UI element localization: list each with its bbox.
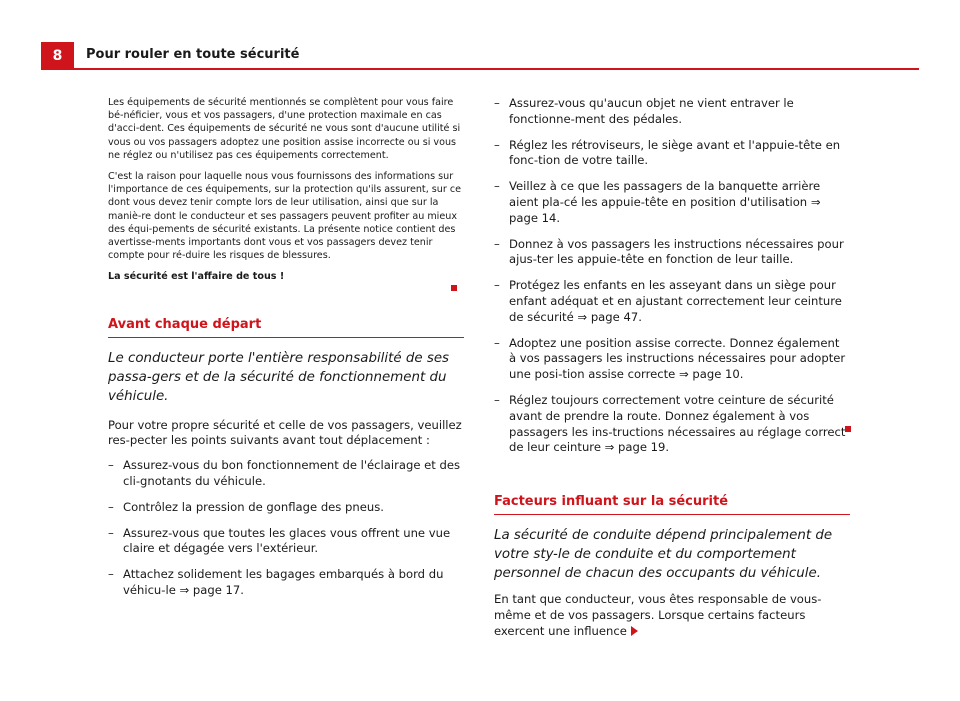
list-item: – Contrôlez la pression de gonflage des pneus. — [108, 500, 464, 516]
continue-arrow-icon — [631, 626, 638, 636]
left-column — [108, 96, 464, 609]
checklist-right — [494, 96, 850, 456]
section-title-avant-chaque-depart: Avant chaque départ — [108, 317, 464, 338]
list-item: – Réglez les rétroviseurs, le siège avant et l'appuie-tête en fonc-tion de votre taille. — [494, 138, 850, 170]
intro-bold-line: La sécurité est l'affaire de tous ! — [108, 271, 285, 283]
list-item: – Assurez-vous qu'aucun objet ne vient entraver le fonctionne-ment des pédales. — [494, 96, 850, 128]
checklist-left — [108, 458, 464, 599]
section-title-facteurs: Facteurs influant sur la sécurité — [494, 494, 850, 515]
section-end-marker — [845, 426, 851, 432]
intro-paragraph-2: C'est la raison pour laquelle nous vous fournissons des informations sur l'importance de ces équipements, sur la protection qu'ils assurent, sur ce dont vous devez tenir compte lors de leur utilisation, ainsi que sur la maniè-re dont le conducteur et ses passagers peuvent profiter au mieux des équi-pements de sécurité existants. La présente notice contient des avertisse-ments importants dont vous et vos passagers devez tenir compte pour ré-duire les risques de blessures. — [108, 171, 462, 262]
section-body: Pour votre propre sécurité et celle de vos passagers, veuillez res-pecter les points suivants avant tout déplacement : — [108, 417, 462, 448]
header-rule — [41, 68, 919, 70]
right-column — [494, 96, 850, 640]
list-item: – Assurez-vous du bon fonctionnement de l'éclairage et des cli-gnotants du véhicule. — [108, 458, 464, 490]
list-item: – Assurez-vous que toutes les glaces vous offrent une vue claire et dégagée vers l'extérieur. — [108, 526, 464, 558]
list-item: – Réglez toujours correctement votre ceinture de sécurité avant de prendre la route. Donnez également à vos passagers les ins-tructions nécessaires au réglage correct de leur ceinture ⇒ page 19. — [494, 393, 850, 456]
list-item: – Attachez solidement les bagages embarqués à bord du véhicu-le ⇒ page 17. — [108, 567, 464, 599]
list-item: – Protégez les enfants en les asseyant dans un siège pour enfant adéquat et en ajustant correctement leur ceinture de sécurité ⇒ page 47. — [494, 278, 850, 325]
section-body-text: En tant que conducteur, vous êtes responsable de vous-même et de vos passagers. Lorsque certains facteurs exercent une influence — [494, 592, 822, 638]
section-body — [494, 592, 850, 639]
list-item: – Adoptez une position assise correcte. Donnez également à vos passagers les instructions nécessaires pour adopter une posi-tion assise correcte ⇒ page 10. — [494, 336, 850, 383]
section-lead: La sécurité de conduite dépend principalement de votre sty-le de conduite et du comportement personnel de chacun des occupants du véhicule. — [494, 528, 833, 582]
section-end-marker — [451, 285, 457, 291]
page-number: 8 — [41, 42, 74, 69]
intro-paragraph-1: Les équipements de sécurité mentionnés se complètent pour vous faire bé-néficier, vous et vos passagers, d'une protection maximale en cas d'acci-dent. Ces équipements de sécurité ne vous sont d'aucune utilité si vous ou vos passagers adoptez une position assise incorrecte ou si vous ne réglez ou n'utilisez pas ces équipements correctement. — [108, 97, 461, 161]
section-lead: Le conducteur porte l'entière responsabilité de ses passa-gers et de la sécurité de fonctionnement du véhicule. — [108, 350, 450, 404]
list-item: – Veillez à ce que les passagers de la banquette arrière aient pla-cé les appuie-tête en position d'utilisation ⇒ page 14. — [494, 179, 850, 226]
page-header-title: Pour rouler en toute sécurité — [86, 47, 300, 62]
list-item: – Donnez à vos passagers les instructions nécessaires pour ajus-ter les appuie-tête en fonction de leur taille. — [494, 237, 850, 269]
